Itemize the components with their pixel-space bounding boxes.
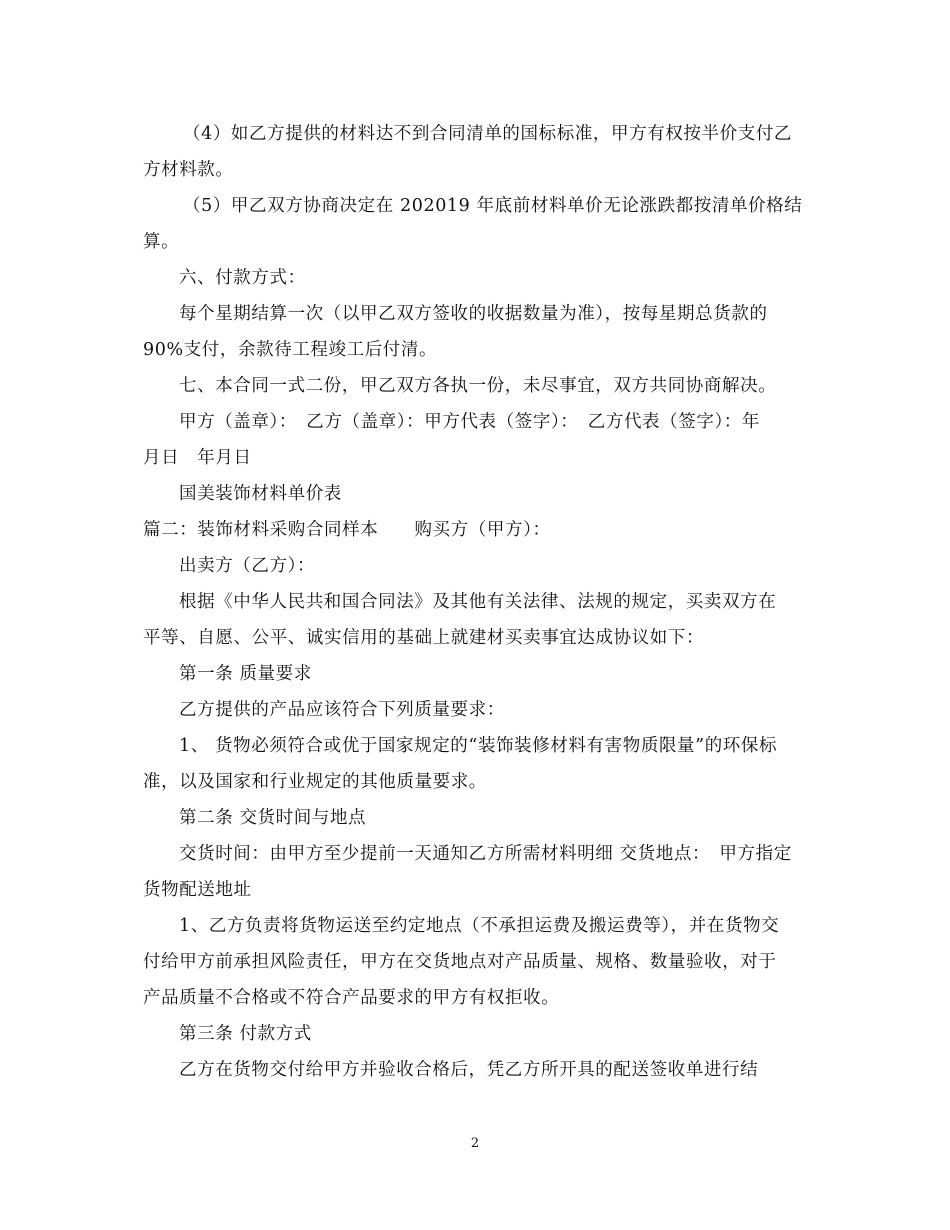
text-line: 出卖方（乙方）： (179, 556, 316, 576)
text-line: 乙方提供的产品应该符合下列质量要求： (179, 700, 505, 720)
text-line: 甲方（盖章）： 乙方（盖章）：甲方代表（签字）： 乙方代表（签字）：年 (179, 412, 760, 432)
text-line: 七、本合同一式二份，甲乙双方各执一份，未尽事宜，双方共同协商解决。 (179, 376, 777, 396)
text-line: 每个星期结算一次（以甲乙双方签收的收据数量为准），按每星期总货款的 (179, 304, 768, 324)
text-line: （4）如乙方提供的材料达不到合同清单的国标标准，甲方有权按半价支付乙 (183, 124, 793, 144)
text-line: 第一条 质量要求 (179, 664, 312, 684)
text-line: 货物配送地址 (143, 880, 252, 900)
text-line: 平等、自愿、公平、诚实信用的基础上就建材买卖事宜达成协议如下： (143, 628, 705, 648)
text-line: 1、 货物必须符合或优于国家规定的“装饰装修材料有害物质限量”的环保标 (179, 736, 778, 756)
text-line: 1、乙方负责将货物运送至约定地点（不承担运费及搬运费等），并在货物交 (179, 916, 780, 936)
text-line: 方材料款。 (143, 160, 234, 180)
document-body (143, 116, 813, 1088)
text-line: 六、付款方式： (179, 268, 306, 288)
text-line: （5）甲乙双方协商决定在 202019 年底前材料单价无论涨跌都按清单价格结 (183, 196, 803, 216)
page-number: 2 (470, 1136, 480, 1151)
text-line: 第二条 交货时间与地点 (179, 808, 367, 828)
text-line: 根据《中华人民共和国合同法》及其他有关法律、法规的规定，买卖双方在 (179, 592, 777, 612)
text-line: 付给甲方前承担风险责任，甲方在交货地点对产品质量、规格、数量验收，对于 (143, 952, 777, 972)
text-line: 月日 年月日 (143, 448, 252, 468)
text-line: 乙方在货物交付给甲方并验收合格后，凭乙方所开具的配送签收单进行结 (179, 1060, 759, 1080)
text-line: 交货时间：由甲方至少提前一天通知乙方所需材料明细 交货地点： 甲方指定 (179, 844, 792, 864)
text-line: 产品质量不合格或不符合产品要求的甲方有权拒收。 (143, 988, 560, 1008)
text-line: 国美装饰材料单价表 (179, 484, 342, 504)
text-line: 篇二：装饰材料采购合同样本 购买方（甲方）： (143, 520, 551, 540)
text-line: 第三条 付款方式 (179, 1024, 312, 1044)
text-line: 90%支付，余款待工程竣工后付清。 (143, 340, 438, 360)
text-line: 算。 (143, 232, 180, 252)
text-line: 准，以及国家和行业规定的其他质量要求。 (143, 772, 487, 792)
